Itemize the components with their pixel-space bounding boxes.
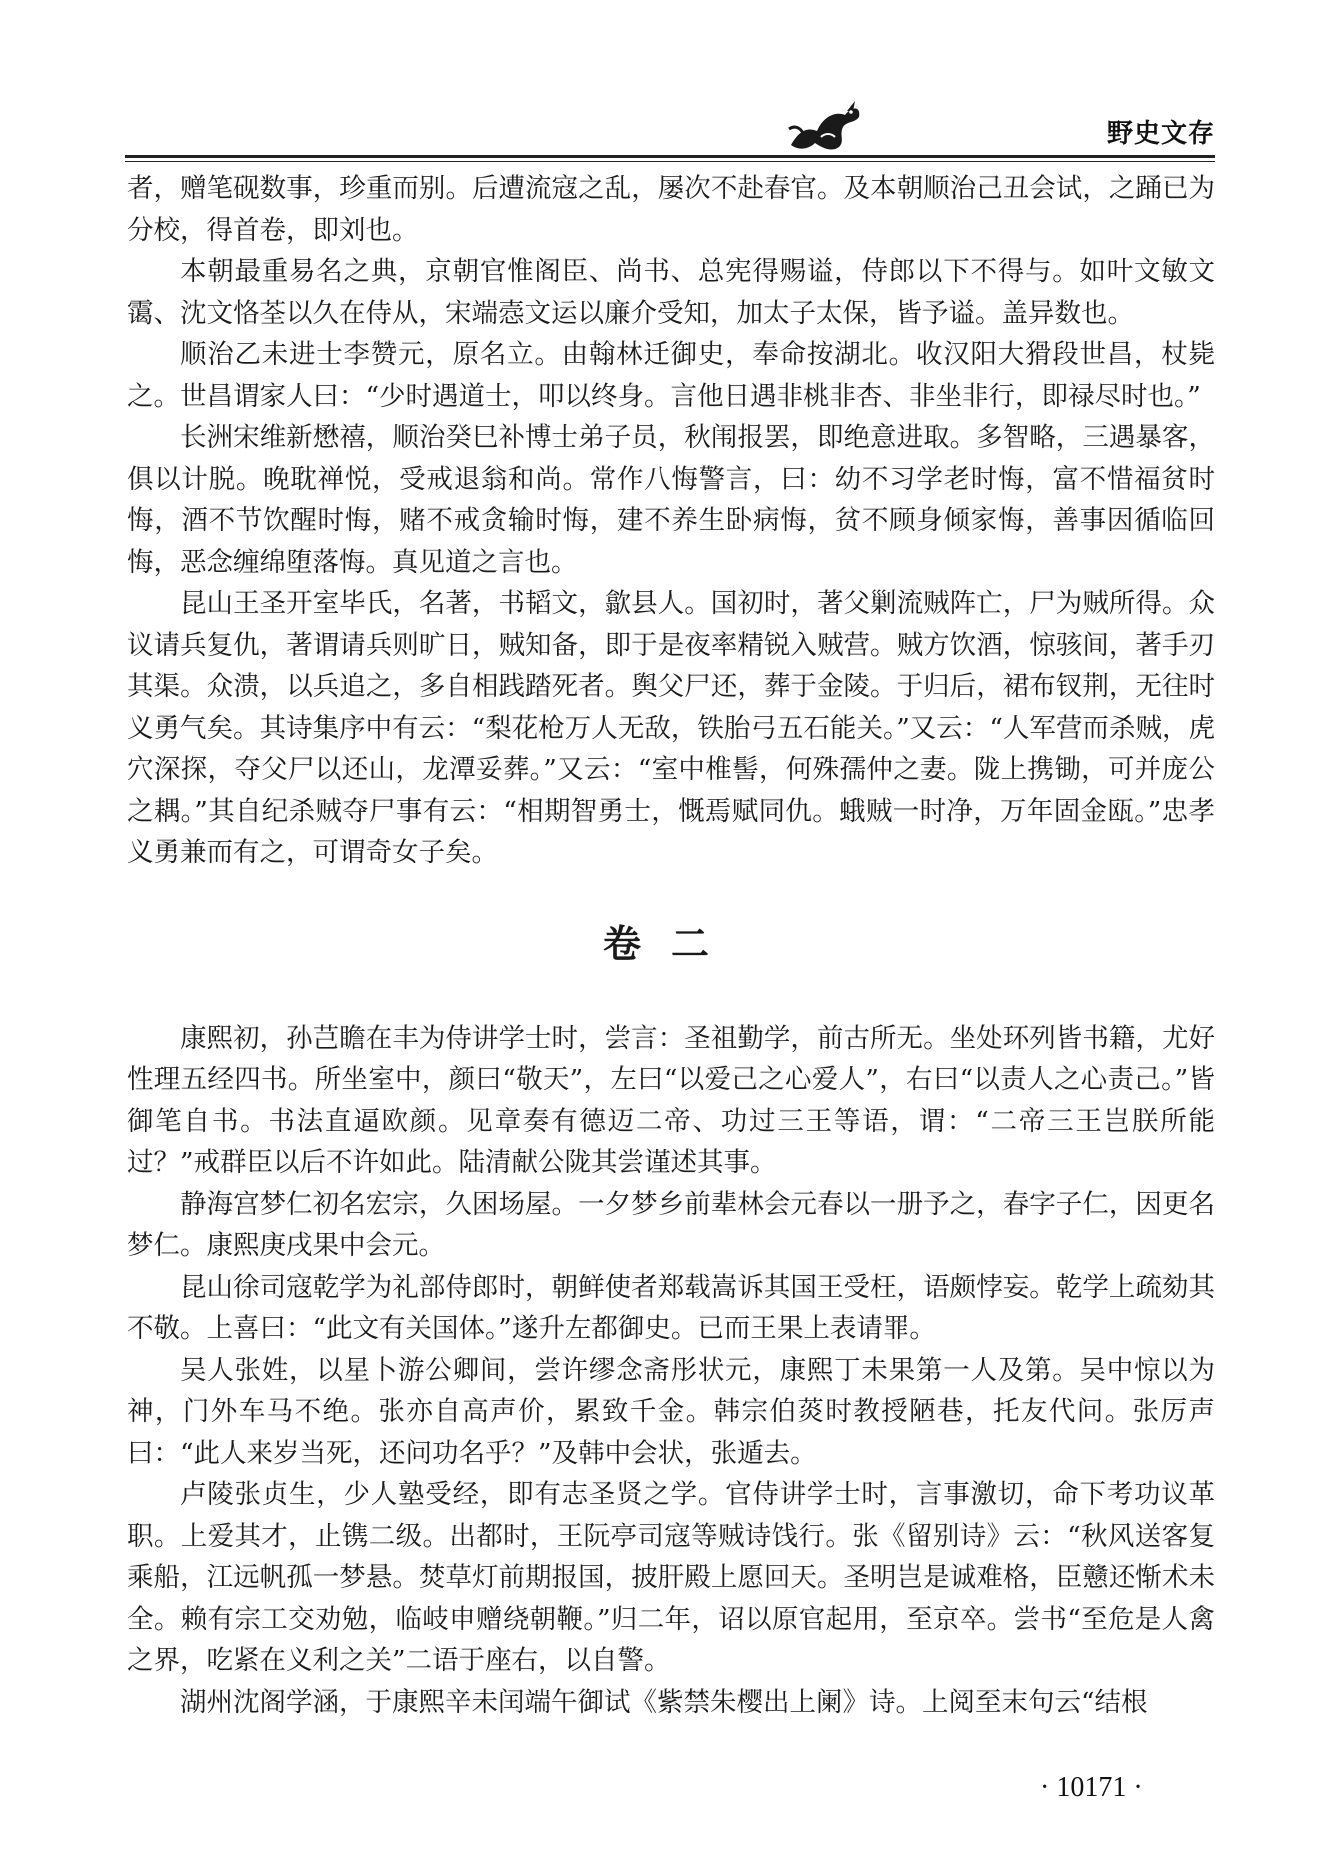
paragraph: 本朝最重易名之典，京朝官惟阁臣、尚书、总宪得赐谥，侍郎以下不得与。如叶文敏文霭、沈文恪荃以久在侍从，宋端悫文运以廉介受知，加太子太保，皆予谥。盖异数也。 (127, 256, 1215, 329)
page-body (127, 168, 1215, 1723)
paragraph: 昆山王圣开室毕氏，名著，书韬文，歙县人。国初时，著父剿流贼阵亡，尸为贼所得。众议请兵复仇，著谓请兵则旷日，贼知备，即于是夜率精锐入贼营。贼方饮酒，惊骇间，著手刃其渠。众溃，以兵追之，多自相践踏死者。舆父尸还，葬于金陵。于归后，裙布钗荆，无往时义勇气矣。其诗集序中有云：“梨花枪万人无敌，铁胎弓五石能关。”又云：“人军营而杀贼，虎穴深探，夺父尸以还山，龙潭妥葬。”又云：“室中椎髻，何殊孺仲之妻。陇上携锄，可并庞公之耦。”其自纪杀贼夺尸事有云：“相期智勇士，慨焉赋同仇。蛾贼一时净，万年固金瓯。”忠孝义勇兼而有之，可谓奇女子矣。 (127, 588, 1215, 868)
paragraph: 者，赠笔砚数事，珍重而别。后遭流寇之乱，屡次不赴春官。及本朝顺治己丑会试，之踊已为分校，得首卷，即刘也。 (127, 173, 1215, 246)
paragraph: 康熙初，孙芑瞻在丰为侍讲学士时，尝言：圣祖勤学，前古所无。坐处环列皆书籍，尤好性理五经四书。所坐室中，颜曰“敬天”，左曰“以爱己之心爱人”，右曰“以责人之心责己。”皆御笔自书。书法直逼欧颜。见章奏有德迈二帝、功过三王等语，谓：“二帝三王岂朕所能过？”戒群臣以后不许如此。陆清献公陇其尝谨述其事。 (127, 1022, 1215, 1178)
paragraph: 吴人张姓，以星卜游公卿间，尝许缪念斋彤状元，康熙丁未果第一人及第。吴中惊以为神，门外车马不绝。张亦自高声价，累致千金。韩宗伯菼时教授陋巷，托友代问。张厉声曰：“此人来岁当死，还问功名乎？”及韩中会状，张遁去。 (127, 1354, 1215, 1469)
paragraph: 顺治乙未进士李赞元，原名立。由翰林迁御史，奉命按湖北。收汉阳大猾段世昌，杖毙之。世昌谓家人曰：“少时遇道士，叩以终身。言他日遇非桃非杏、非坐非行，即禄尽时也。” (127, 339, 1215, 412)
paragraph: 湖州沈阁学涵，于康熙辛未闰端午御试《紫禁朱樱出上阑》诗。上阅至末句云“结根 (180, 1686, 1148, 1718)
book-title: 野史文存 (1106, 119, 1215, 149)
header-rule-thin (125, 161, 1215, 162)
paragraph: 卢陵张贞生，少人塾受经，即有志圣贤之学。官侍讲学士时，言事激切，命下考功议革职。上爱其才，止镌二级。出都时，王阮亭司寇等贼诗饯行。张《留别诗》云：“秋风送客复乘船，江远帆孤一梦悬。焚草灯前期报国，披肝殿上愿回天。圣明岂是诚难格，臣戆还惭术未全。赖有宗工交劝勉，临岐申赠绕朝鞭。”归二年，诏以原官起用，至京卒。尝书“至危是人禽之界，吃紧在义利之关”二语于座右，以自警。 (127, 1479, 1215, 1676)
paragraph: 长洲宋维新懋禧，顺治癸巳补博士弟子员，秋闱报罢，即绝意进取。多智略，三遇暴客，俱以计脱。晚耽禅悦，受戒退翁和尚。常作八悔警言，曰：幼不习学老时悔，富不惜福贫时悔，酒不节饮醒时悔，赌不戒贪输时悔，建不养生卧病悔，贫不顾身倾家悔，善事因循临回悔，恶念缠绵堕落悔。真见道之言也。 (127, 422, 1215, 578)
page-number: · 10171 · (1040, 1772, 1143, 1803)
dragon-logo-icon (785, 97, 865, 155)
header-rule (125, 155, 1215, 158)
page-header (125, 95, 1215, 161)
section-heading: 卷二 (602, 921, 739, 966)
paragraph: 昆山徐司寇乾学为礼部侍郎时，朝鲜使者郑载嵩诉其国王受枉，语颇悖妄。乾学上疏劾其不敬。上喜曰：“此文有关国体。”遂升左都御史。已而王果上表请罪。 (127, 1271, 1215, 1344)
paragraph: 静海宫梦仁初名宏宗，久困场屋。一夕梦乡前辈林会元春以一册予之，春字子仁，因更名梦仁。康熙庚戌果中会元。 (127, 1188, 1215, 1261)
